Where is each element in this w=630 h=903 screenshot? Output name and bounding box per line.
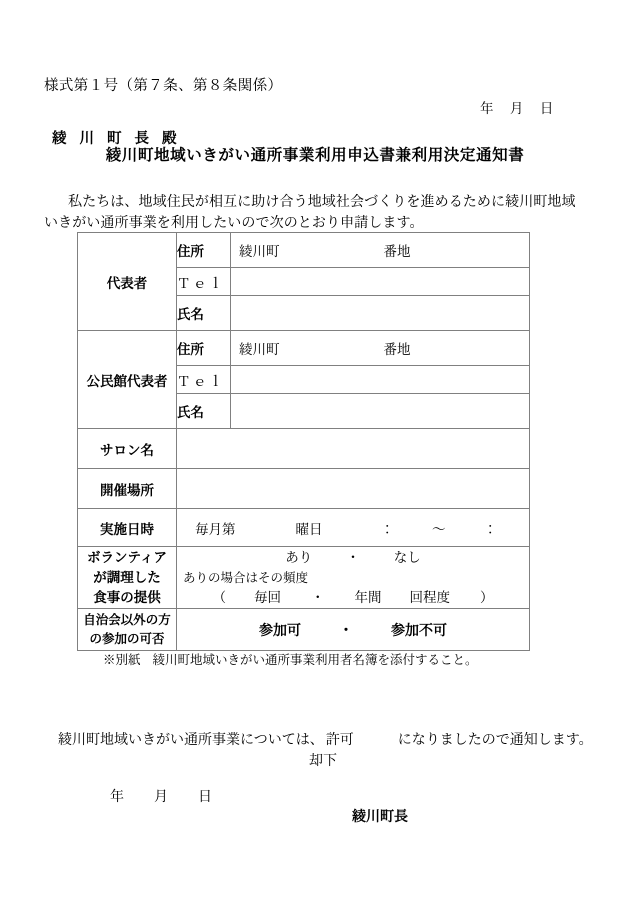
representative-name-label: 氏名	[177, 296, 231, 331]
schedule-time-start: ：	[380, 521, 394, 537]
volunteer-meal-label	[78, 547, 177, 609]
decision-tail: になりましたので通知します。	[397, 733, 593, 748]
outside-participation-label	[78, 609, 177, 651]
addressee-char-3: 町	[107, 131, 122, 147]
table-row	[78, 469, 530, 509]
outside-participation-separator: ・	[339, 623, 353, 639]
schedule-tilde: 〜	[432, 521, 446, 537]
outside-participation-allowed[interactable]: 参加可	[259, 623, 301, 639]
volunteer-meal-option-yes[interactable]: あり	[285, 549, 313, 565]
schedule-value[interactable]	[177, 509, 530, 547]
volunteer-meal-separator: ・	[346, 549, 360, 565]
addressee-char-5: 殿	[162, 131, 177, 147]
volunteer-meal-options	[177, 548, 529, 568]
header-date-month: 月	[509, 101, 524, 116]
hall-representative-address-banchi: 番地	[383, 342, 411, 357]
hall-representative-address-value[interactable]	[231, 331, 530, 366]
attachment-note-text: 綾川町地域いきがい通所事業利用者名簿を添付すること。	[152, 653, 478, 667]
decision-statement	[58, 729, 593, 749]
decision-lead: 綾川町地域いきがい通所事業については、	[58, 733, 324, 748]
table-row	[78, 233, 530, 268]
decision-signature: 綾川町長	[352, 810, 408, 825]
page-title: 綾川町地域いきがい通所事業利用申込書兼利用決定通知書	[105, 147, 525, 164]
application-table	[77, 232, 530, 651]
representative-address-banchi: 番地	[383, 244, 411, 259]
addressee-char-2: 川	[79, 131, 94, 147]
volunteer-meal-freq-year[interactable]: 年間	[354, 589, 382, 605]
representative-group-label: 代表者	[78, 233, 177, 331]
volunteer-meal-frequency-note: ありの場合はその頻度	[183, 570, 309, 585]
decision-approve-option[interactable]: 許可	[325, 733, 354, 748]
volunteer-meal-label-line3: 食事の提供	[93, 589, 161, 605]
table-row	[78, 609, 530, 651]
hall-representative-group-label: 公民館代表者	[78, 331, 177, 429]
venue-label: 開催場所	[78, 469, 177, 509]
outside-participation-value[interactable]	[177, 609, 530, 651]
volunteer-meal-freq-count: 回程度	[409, 589, 450, 605]
decision-date-day: 日	[198, 790, 212, 805]
venue-value[interactable]	[177, 469, 530, 509]
decision-reject-option[interactable]: 却下	[309, 754, 337, 769]
volunteer-meal-paren-open: （	[212, 589, 226, 605]
decision-date-year: 年	[110, 790, 124, 805]
intro-paragraph: 私たちは、地域住民が相互に助け合う地域社会づくりを進めるために綾川町地域いきがい通所事業を利用したいので次のとおり申請します。	[44, 195, 576, 231]
table-row	[78, 509, 530, 547]
header-date-line	[480, 97, 554, 117]
table-row	[78, 547, 530, 609]
representative-name-value[interactable]	[231, 296, 530, 331]
volunteer-meal-freq-each[interactable]: 毎回	[254, 589, 281, 605]
volunteer-meal-paren-close: ）	[480, 589, 494, 605]
volunteer-meal-label-line1: ボランティア	[87, 549, 167, 565]
table-row	[78, 429, 530, 469]
representative-address-value[interactable]	[231, 233, 530, 268]
hall-representative-name-value[interactable]	[231, 394, 530, 429]
schedule-every-month: 毎月第	[195, 521, 236, 537]
volunteer-meal-freq-separator: ・	[311, 589, 325, 605]
hall-representative-address-label: 住所	[177, 331, 231, 366]
hall-representative-address-town: 綾川町	[239, 342, 280, 357]
representative-tel-value[interactable]	[231, 268, 530, 296]
header-date-day: 日	[539, 101, 554, 116]
addressee-char-1: 綾	[52, 131, 67, 147]
schedule-label: 実施日時	[78, 509, 177, 547]
outside-participation-not-allowed[interactable]: 参加不可	[391, 623, 447, 639]
addressee-char-4: 長	[134, 131, 149, 147]
decision-date-line	[110, 786, 212, 806]
outside-participation-label-line1: 自治会以外の方	[83, 612, 171, 627]
salon-name-label: サロン名	[78, 429, 177, 469]
schedule-weekday: 曜日	[295, 521, 323, 537]
hall-representative-tel-value[interactable]	[231, 366, 530, 394]
attachment-note	[103, 650, 478, 668]
decision-date-month: 月	[154, 790, 168, 805]
representative-tel-label: Ｔｅｌ	[177, 268, 231, 296]
representative-address-label: 住所	[177, 233, 231, 268]
table-row	[78, 331, 530, 366]
volunteer-meal-value[interactable]	[177, 547, 530, 609]
volunteer-meal-frequency-options	[177, 588, 529, 608]
form-number: 様式第１号（第７条、第８条関係）	[44, 78, 283, 94]
hall-representative-tel-label: Ｔｅｌ	[177, 366, 231, 394]
volunteer-meal-label-line2: が調理した	[93, 569, 161, 585]
header-date-year: 年	[480, 101, 494, 116]
attachment-note-marker: ※別紙	[103, 653, 141, 667]
schedule-time-end: ：	[483, 521, 497, 537]
representative-address-town: 綾川町	[239, 244, 280, 259]
outside-participation-label-line2: の参加の可否	[89, 631, 165, 646]
hall-representative-name-label: 氏名	[177, 394, 231, 429]
volunteer-meal-option-no[interactable]: なし	[393, 549, 421, 565]
salon-name-value[interactable]	[177, 429, 530, 469]
